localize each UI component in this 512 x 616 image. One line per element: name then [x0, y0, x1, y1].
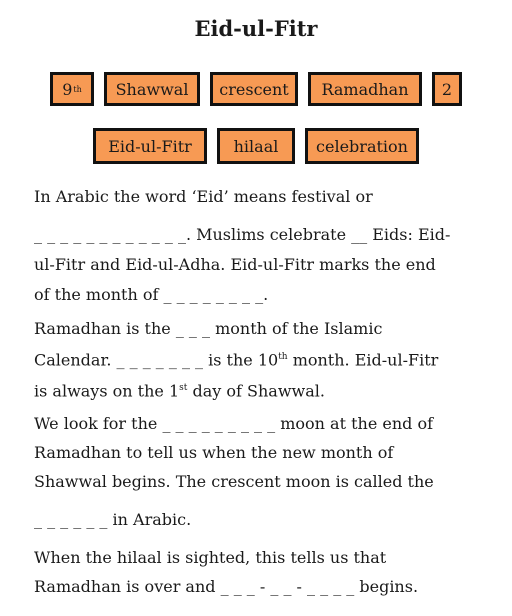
text-line: In Arabic the word ‘Eid’ means festival or — [34, 187, 373, 206]
paragraph-islamic-calendar — [34, 314, 474, 406]
word-card-9th — [50, 72, 94, 106]
word-card-label: crescent — [219, 79, 289, 99]
text-line: _ _ _ _ _ _ _ _ _ _ _ _. Muslims celebrate __ Eids: Eid- — [34, 225, 451, 244]
text-line: _ _ _ _ _ _ in Arabic. — [34, 510, 192, 529]
word-card-superscript: th — [73, 84, 82, 94]
word-card-crescent — [210, 72, 298, 106]
text-line — [34, 374, 474, 405]
word-card-label: Ramadhan — [321, 79, 409, 99]
text-line: We look for the _ _ _ _ _ _ _ _ _ moon at the end of — [34, 414, 434, 433]
superscript: st — [179, 383, 188, 394]
text-segment: month. Eid-ul-Fitr — [287, 350, 439, 370]
word-card-celebration — [305, 128, 419, 164]
text-line: When the hilaal is sighted, this tells us that — [34, 548, 387, 567]
word-card-label: Shawwal — [115, 79, 189, 99]
word-card-label: celebration — [316, 136, 408, 156]
word-card-ramadhan — [308, 72, 422, 106]
paragraph-crescent-moon — [34, 409, 474, 534]
word-card-2 — [432, 72, 462, 106]
paragraph-hilaal-sighting — [34, 543, 474, 601]
text-line: ul-Fitr and Eid-ul-Adha. Eid-ul-Fitr marks the end — [34, 255, 436, 274]
text-line: of the month of _ _ _ _ _ _ _ _. — [34, 285, 269, 304]
text-line: Ramadhan is over and _ _ _ - _ _ - _ _ _ _ begins. — [34, 577, 419, 596]
word-card-eid-ul-fitr — [93, 128, 207, 164]
text-line: Ramadhan to tell us when the new month of — [34, 443, 394, 462]
text-segment: day of Shawwal. — [187, 381, 325, 401]
page-title: Eid-ul-Fitr — [194, 16, 318, 41]
text-segment: Calendar. _ _ _ _ _ _ _ is the 10 — [34, 350, 279, 370]
word-card-label: 2 — [441, 79, 453, 99]
text-line: Ramadhan is the _ _ _ month of the Islamic — [34, 319, 383, 338]
word-card-label: Eid-ul-Fitr — [108, 136, 192, 156]
text-segment: is always on the 1 — [34, 381, 180, 401]
word-card-hilaal — [217, 128, 295, 164]
text-line: Shawwal begins. The crescent moon is called the — [34, 472, 434, 491]
word-card-label: hilaal — [233, 136, 279, 156]
word-card-shawwal — [104, 72, 200, 106]
word-card-label: 9 — [62, 79, 73, 99]
word-bank-row-1 — [0, 72, 512, 106]
superscript: th — [278, 352, 288, 362]
word-bank-row-2 — [0, 128, 512, 164]
text-line — [34, 343, 474, 374]
paragraph-eid-meaning — [34, 182, 474, 310]
